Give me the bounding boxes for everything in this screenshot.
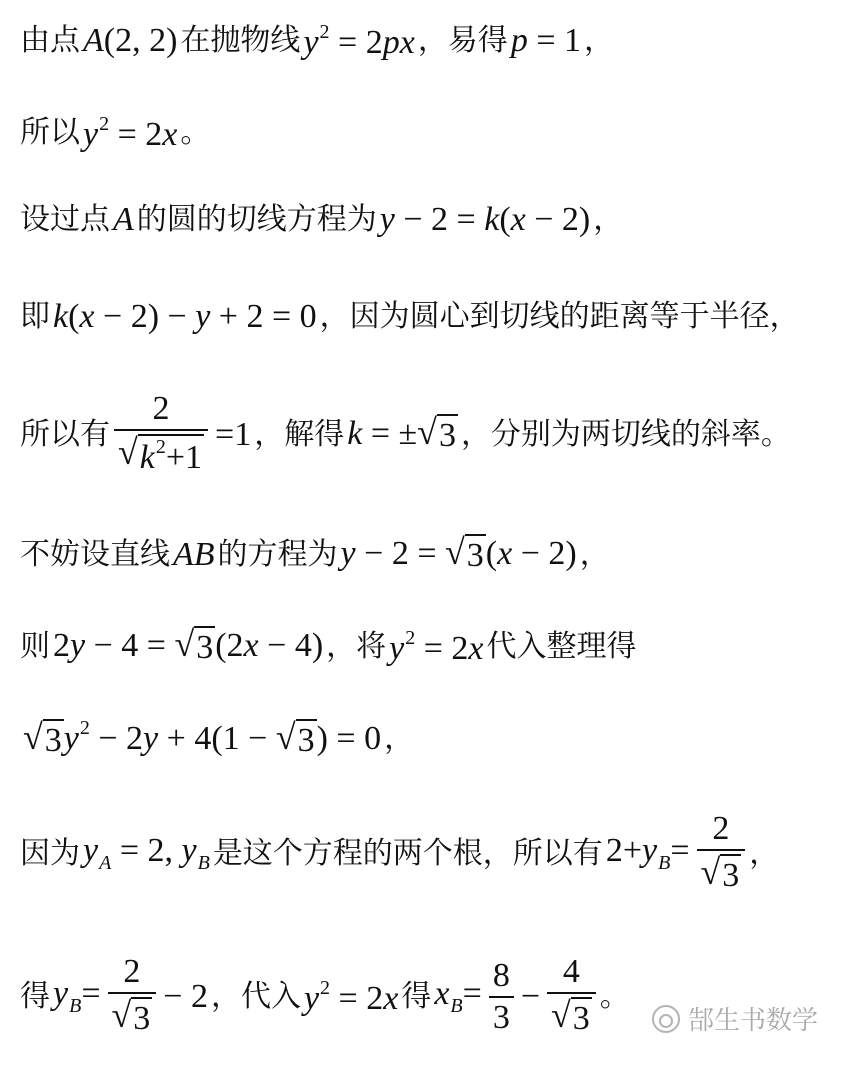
math-line-ab: y − 2 = √ 3 (x − 2) — [340, 532, 577, 574]
math-ab: AB — [173, 535, 215, 573]
math-point-a: A(2, 2) — [83, 22, 178, 59]
math-yb-fraction: 2 √ 3 — [108, 955, 157, 1038]
math-parabola: $y^2 = 2px$ — [303, 21, 415, 61]
math-sum-fraction: 2 √ 3 — [697, 812, 746, 895]
math-xb-fraction-2: 4 √ 3 — [547, 955, 596, 1038]
math-minus-2: − 2 — [163, 977, 208, 1015]
line-9: 因为 $y_A = 2$, $y_B$ 是这个方程的两个根，所以有 $2+y_B=$ 2 √ 3 ， — [20, 810, 780, 894]
math-eq-1: =1 — [215, 415, 252, 453]
math-tangent: y − 2 = k(x − 2) — [379, 201, 591, 238]
math-y2-2x-c: $y^2 = 2x$ — [303, 976, 399, 1017]
line-2: 所以 $y^2 = 2x$ 。 — [20, 113, 211, 153]
line-5: 所以有 2 √ $k^2+1$ =1 ，解得 k = ± √ 3 ，分别为两切线的斜率。 — [20, 390, 791, 476]
watermark — [652, 1000, 818, 1037]
line-10: 得 $y_B=$ 2 √ 3 − 2 ，代入 $y^2 = 2x$ 得 $x_B=$ $\frac{8}{3}$ − 4 √ 3 。 — [20, 953, 630, 1037]
math-tangent-general: k(x − 2) − y + 2 = 0 — [53, 298, 317, 335]
line-8: √ 3 $y^2 - 2y + 4(1$ − √ 3 ) = 0 ， — [20, 718, 414, 760]
math-xb-fraction-1: $\frac{8}{3}$ — [489, 959, 514, 1035]
math-minus: − — [520, 977, 541, 1015]
line-6: 不妨设直线 AB 的方程为 y − 2 = √ 3 (x − 2) ， — [20, 532, 610, 574]
line-7: 则 2y − 4 = √ 3 (2x − 4) ，将 $y^2 = 2x$ 代入整理得 — [20, 624, 637, 667]
line-4: 即 k(x − 2) − y + 2 = 0 ，因为圆心到切线的距离等于半径， — [20, 298, 800, 335]
math-roots: $y_A = 2$, $y_B$ — [83, 832, 210, 875]
math-k-value: k = ± √ 3 — [347, 412, 456, 454]
math-line-ab-2: 2y − 4 = √ 3 (2x − 4) — [53, 624, 324, 666]
math-y2-2x: $y^2 = 2x$ — [83, 113, 178, 153]
math-xb-lhs: $x_B=$ — [434, 975, 482, 1018]
watermark-text: 郜生书数学 — [688, 1006, 819, 1036]
wechat-icon — [652, 1005, 680, 1033]
math-distance-fraction: 2 √ $k^2+1$ — [114, 392, 208, 477]
math-a: A — [113, 201, 134, 238]
math-yb-lhs: $y_B=$ — [53, 975, 101, 1018]
line-1: 由点 A(2, 2) 在抛物线 $y^2 = 2px$ ，易得 p = 1 ， — [20, 21, 614, 61]
math-quadratic: √ 3 $y^2 - 2y + 4(1$ − √ 3 ) = 0 — [23, 717, 382, 759]
math-y2-2x-b: $y^2 = 2x$ — [389, 626, 484, 667]
math-sum-lhs: $2+y_B=$ — [605, 832, 690, 875]
math-p: p = 1 — [510, 22, 581, 59]
line-3: 设过点 A 的圆的切线方程为 y − 2 = k(x − 2) ， — [20, 201, 624, 238]
